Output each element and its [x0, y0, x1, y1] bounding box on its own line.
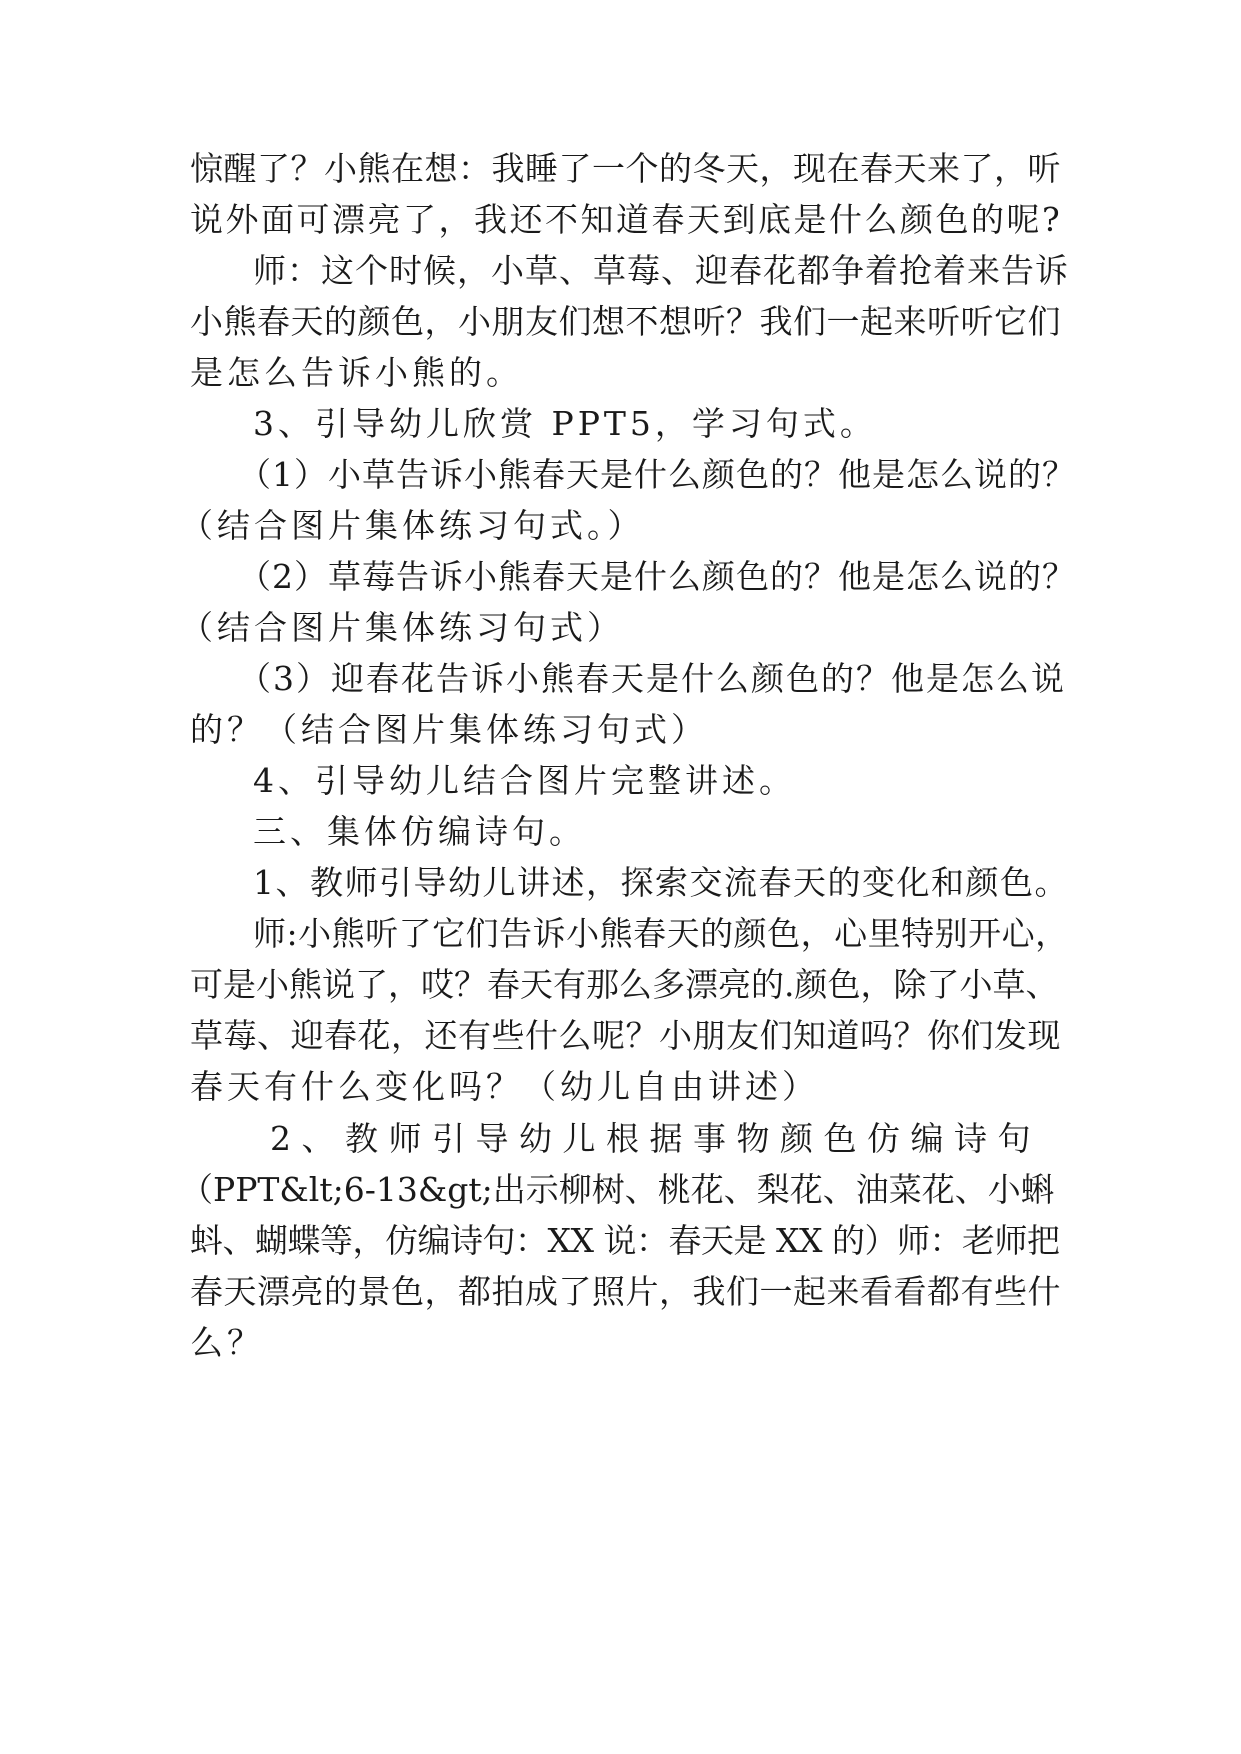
- text-line: 的？（结合图片集体练习句式）: [190, 710, 708, 749]
- text-line: 可是小熊说了，哎？春天有那么多漂亮的.颜色，除了小草、: [190, 965, 1059, 1004]
- text-line: 师：这个时候，小草、草莓、迎春花都争着抢着来告诉: [253, 251, 1069, 290]
- text-line: 小熊春天的颜色，小朋友们想不想听？我们一起来听听它们: [190, 302, 1061, 341]
- text-line: （2）草莓告诉小熊春天是什么颜色的？他是怎么说的？: [238, 557, 1076, 596]
- text-line: 说外面可漂亮了，我还不知道春天到底是什么颜色的呢?: [190, 200, 1063, 239]
- text-line: 是怎么告诉小熊的。: [190, 353, 523, 392]
- text-line: 春天有什么变化吗？（幼儿自由讲述）: [190, 1067, 819, 1106]
- text-line: 草莓、迎春花，还有些什么呢？小朋友们知道吗？你们发现: [190, 1016, 1061, 1055]
- text-line: 么？: [190, 1323, 264, 1362]
- text-line: 春天漂亮的景色，都拍成了照片，我们一起来看看都有些什: [190, 1272, 1061, 1311]
- text-line: 4、引导幼儿结合图片完整讲述。: [253, 761, 796, 800]
- text-line: 师:小熊听了它们告诉小熊春天的颜色，心里特别开心，: [253, 914, 1069, 953]
- text-line: （结合图片集体练习句式。）: [180, 506, 645, 545]
- text-line: （PPT&lt;6-13&gt;出示柳树、桃花、梨花、油菜花、小蝌: [180, 1170, 1054, 1209]
- text-line: 3、引导幼儿欣赏 PPT5，学习句式。: [253, 404, 877, 443]
- text-line: 惊醒了？小熊在想：我睡了一个的冬天，现在春天来了，听: [190, 149, 1061, 188]
- text-line: （3）迎春花告诉小熊春天是什么颜色的？他是怎么说: [238, 659, 1066, 698]
- text-line: 三、集体仿编诗句。: [253, 812, 586, 851]
- text-line: 蚪、蝴蝶等，仿编诗句：XX 说：春天是 XX 的）师：老师把: [190, 1221, 1060, 1260]
- text-line: 2、教师引导幼儿根据事物颜色仿编诗句: [270, 1119, 1041, 1158]
- text-line: （1）小草告诉小熊春天是什么颜色的？他是怎么说的？: [238, 455, 1076, 494]
- text-line: 1、教师引导幼儿讲述，探索交流春天的变化和颜色。: [253, 863, 1069, 902]
- text-line: （结合图片集体练习句式）: [180, 608, 624, 647]
